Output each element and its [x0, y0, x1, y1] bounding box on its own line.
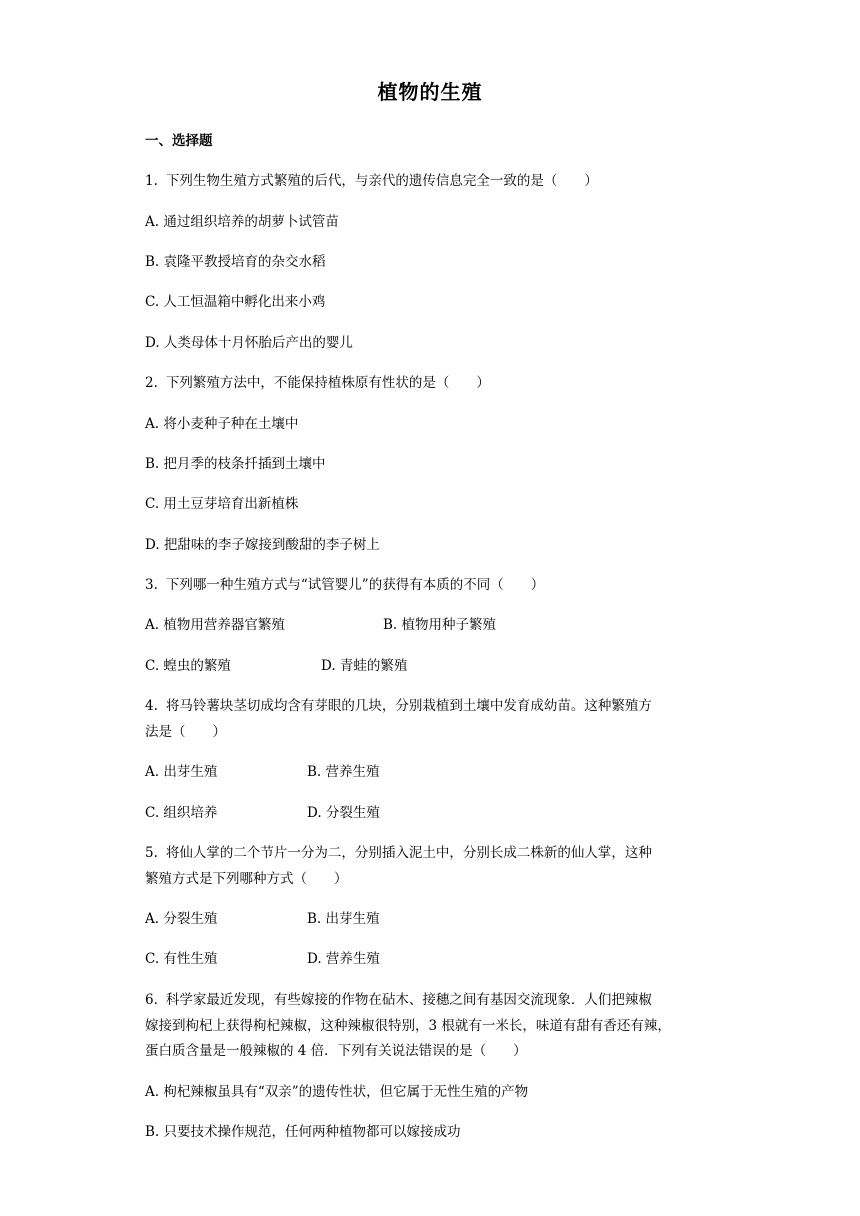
- question-3-option-d: D. 青蛙的繁殖: [321, 658, 408, 674]
- question-number: 5.: [145, 845, 158, 861]
- question-5-stem-line2: 繁殖方式是下列哪种方式（ ）: [145, 871, 348, 887]
- question-2-option-c: C. 用土豆芽培育出新植株: [145, 496, 299, 512]
- question-5-stem-line1: [145, 841, 652, 861]
- question-6-stem-line2: 嫁接到枸杞上获得枸杞辣椒，这种辣椒很特别，3 根就有一米长，味道有甜有香还有辣，: [145, 1018, 671, 1034]
- question-1-option-c: C. 人工恒温箱中孵化出来小鸡: [145, 294, 326, 310]
- question-1-option-d: D. 人类母体十月怀胎后产出的婴儿: [145, 335, 353, 351]
- question-number: 3.: [145, 577, 158, 593]
- question-3-stem: [145, 573, 544, 593]
- question-number: 2.: [145, 375, 158, 391]
- question-4-option-c: C. 组织培养: [145, 805, 218, 821]
- question-1-option-a: A. 通过组织培养的胡萝卜试管苗: [145, 214, 339, 230]
- question-1-option-b: B. 袁隆平教授培育的杂交水稻: [145, 254, 326, 270]
- question-number: 6.: [145, 992, 158, 1008]
- question-4-option-b: B. 营养生殖: [307, 764, 380, 780]
- question-5-option-d: D. 营养生殖: [307, 951, 380, 967]
- page-title: 植物的生殖: [377, 80, 483, 104]
- question-text: 将仙人掌的二个节片一分为二，分别插入泥土中，分别长成二株新的仙人掌，这种: [165, 845, 652, 861]
- question-3-option-a: A. 植物用营养器官繁殖: [145, 617, 285, 633]
- question-5-option-a: A. 分裂生殖: [145, 911, 218, 927]
- question-4-stem-line2: 法是（ ）: [145, 724, 226, 740]
- question-3-option-b: B. 植物用种子繁殖: [383, 617, 497, 633]
- question-2-stem: [145, 371, 490, 391]
- question-4-option-d: D. 分裂生殖: [307, 805, 380, 821]
- question-2-option-d: D. 把甜味的李子嫁接到酸甜的李子树上: [145, 537, 380, 553]
- question-text: 将马铃薯块茎切成均含有芽眼的几块，分别栽植到土壤中发育成幼苗。这种繁殖方: [165, 698, 652, 714]
- question-1-stem: [145, 169, 598, 189]
- question-6-stem-line3: 蛋白质含量是一般辣椒的 4 倍．下列有关说法错误的是（ ）: [145, 1043, 527, 1059]
- question-5-option-b: B. 出芽生殖: [307, 911, 380, 927]
- question-6-stem-line1: [145, 988, 652, 1008]
- question-3-option-c: C. 蝗虫的繁殖: [145, 658, 231, 674]
- question-4-option-a: A. 出芽生殖: [145, 764, 218, 780]
- question-text: 下列繁殖方法中，不能保持植株原有性状的是（ ）: [165, 375, 490, 391]
- question-6-option-b: B. 只要技术操作规范，任何两种植物都可以嫁接成功: [145, 1124, 461, 1140]
- question-text: 下列生物生殖方式繁殖的后代，与亲代的遗传信息完全一致的是（ ）: [165, 173, 598, 189]
- question-2-option-b: B. 把月季的枝条扦插到土壤中: [145, 456, 326, 472]
- question-text: 科学家最近发现，有些嫁接的作物在砧木、接穗之间有基因交流现象．人们把辣椒: [165, 992, 652, 1008]
- question-4-stem-line1: [145, 694, 652, 714]
- question-number: 1.: [145, 173, 158, 189]
- question-6-option-a: A. 枸杞辣椒虽具有“双亲”的遗传性状，但它属于无性生殖的产物: [145, 1084, 529, 1100]
- question-5-option-c: C. 有性生殖: [145, 951, 218, 967]
- question-number: 4.: [145, 698, 158, 714]
- question-2-option-a: A. 将小麦种子种在土壤中: [145, 416, 299, 432]
- section-heading: 一、选择题: [145, 133, 213, 149]
- question-text: 下列哪一种生殖方式与“试管婴儿”的获得有本质的不同（ ）: [165, 577, 545, 593]
